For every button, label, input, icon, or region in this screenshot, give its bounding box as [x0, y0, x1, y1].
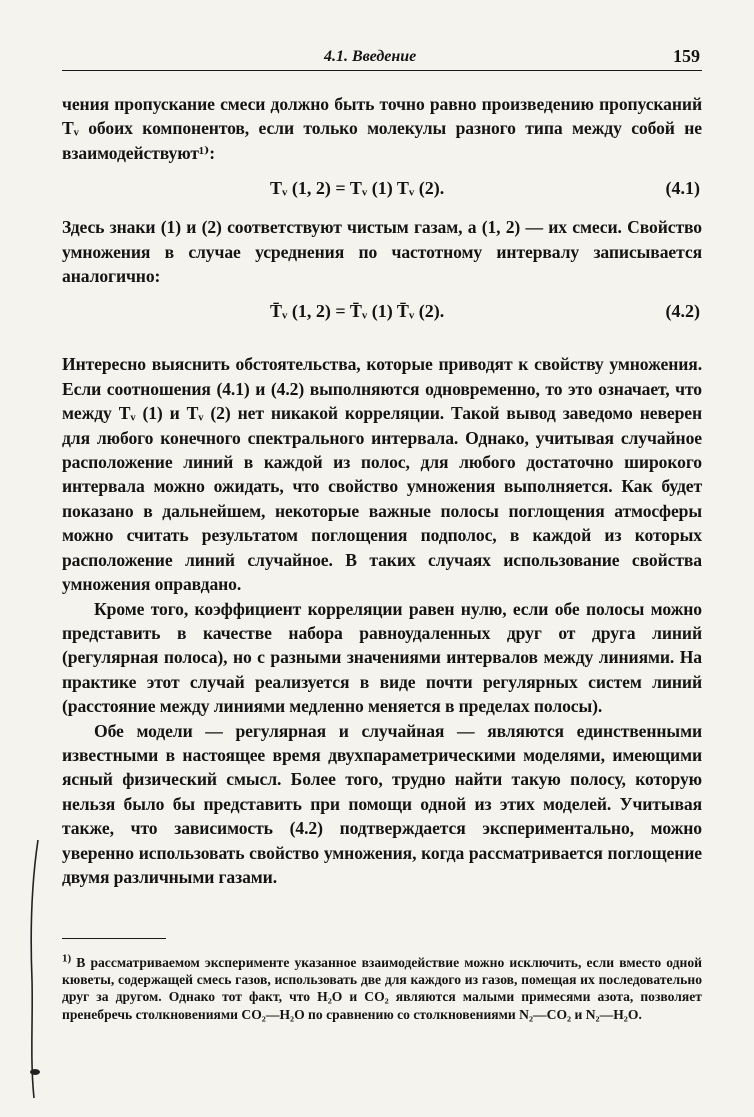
footnote-text: В рассматриваемом эксперименте указанное взаимодействие можно исключить, если вместо одной кюветы, содержащей смесь газов, использовать две для каждого из газов, помещая их последовательно друг за другом. Однако тот факт, что H₂O и CO₂ являются малыми примесями азота, позволяет пренебречь столкновениями CO₂—H₂O по сравнению со столкновениями N₂—CO₂ и N₂—H₂O. — [62, 955, 702, 1022]
paragraph-1: чения пропускание смеси должно быть точно равно произведению пропусканий Tᵥ обоих компонентов, если только молекулы разного типа между собой не взаимодействуют¹⁾: — [62, 94, 702, 163]
equation-number: (4.1) — [665, 178, 700, 199]
footnote — [62, 954, 702, 1023]
equation-formula: T̄ᵥ (1, 2) = T̄ᵥ (1) T̄ᵥ (2). — [270, 301, 445, 322]
page-header — [62, 44, 702, 71]
paragraph-2: Здесь знаки (1) и (2) соответствуют чистым газам, а (1, 2) — их смеси. Свойство умножения в случае усреднения по частотному интервалу записывается аналогично: — [62, 217, 702, 287]
equation-4-1 — [62, 165, 702, 215]
section-title: 4.1. Введение — [324, 48, 417, 65]
footnote-divider — [62, 938, 166, 939]
equation-number: (4.2) — [665, 301, 700, 322]
paragraph-5: Обе модели — регулярная и случайная — являются единственными известными в настоящее время двухпараметрическими моделями, имеющими ясный физический смысл. Более того, трудно найти такую полосу, которую нельзя было бы представить при помощи одной из этих моделей. Учитывая также, что зависимость (4.2) подтверждается экспериментально, можно уверенно использовать свойство умножения, когда рассматривается поглощение двумя различными газами. — [62, 720, 702, 887]
equation-4-2 — [62, 288, 702, 338]
page-number: 159 — [673, 46, 700, 66]
footnote-marker: 1) — [62, 952, 72, 965]
page-body — [62, 92, 702, 889]
equation-formula: Tᵥ (1, 2) = Tᵥ (1) Tᵥ (2). — [270, 178, 445, 199]
paragraph-4: Кроме того, коэффициент корреляции равен нулю, если обе полосы можно представить в качестве набора равноудаленных друг от друга линий (регулярная полоса), но с разными значениями интервалов между линиями. На практике этот случай реализуется в виде почти регулярных систем линий (расстояние между линиями медленно меняется в пределах полосы). — [62, 598, 702, 717]
margin-pencil-mark — [26, 840, 42, 1100]
paragraph-3: Интересно выяснить обстоятельства, которые приводят к свойству умножения. Если соотношения (4.1) и (4.2) выполняются одновременно, то это означает, что между Tᵥ (1) и Tᵥ (2) нет никакой корреляции. Такой вывод заведомо неверен для любого конечного спектрального интервала. Однако, учитывая случайное расположение линий в каждой из полос, для любого достаточно широкого интервала можно ожидать, что свойство умножения выполняется. Как будет показано в дальнейшем, некоторые важные полосы поглощения атмосферы можно считать результатом поглощения подполос, в каждой из которых расположение линий случайное. В таких случаях использование свойства умножения оправдано. — [62, 354, 702, 595]
